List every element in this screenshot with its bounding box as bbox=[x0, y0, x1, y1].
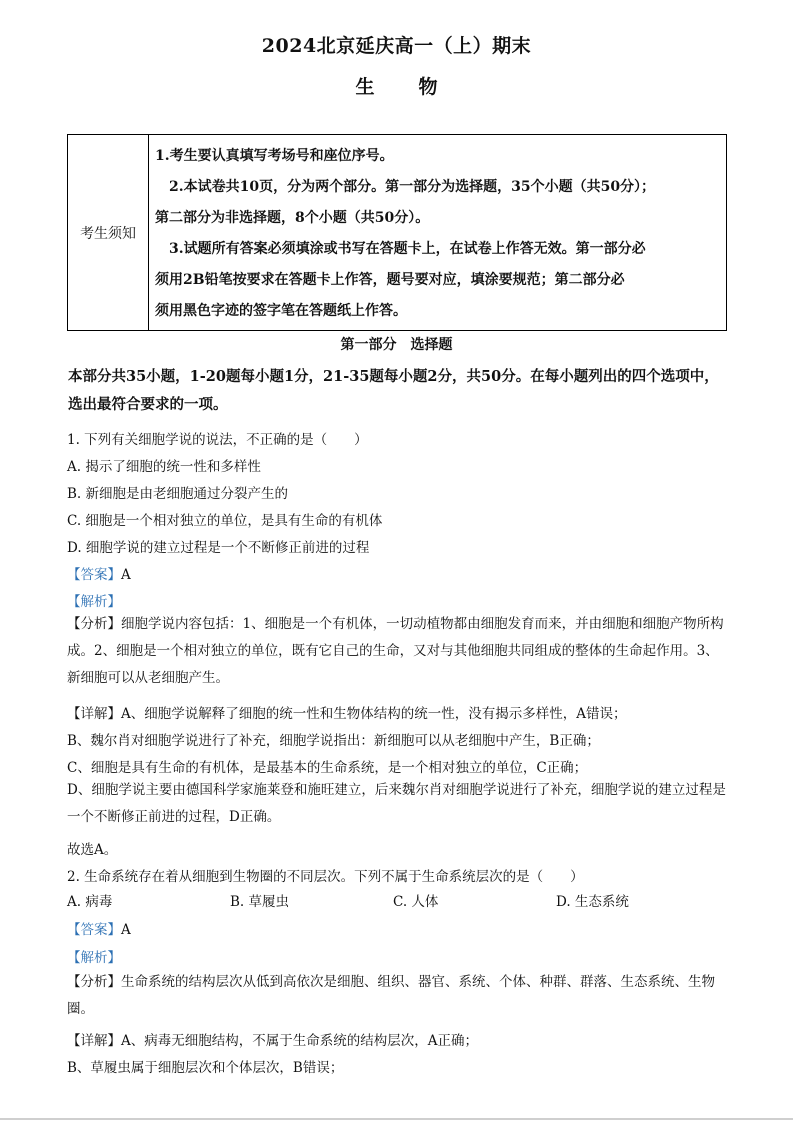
option-item: D. 细胞学说的建立过程是一个不断修正前进的过程 bbox=[67, 540, 370, 556]
notice-box bbox=[67, 134, 727, 331]
detail-text: A、病毒无细胞结构，不属于生命系统的结构层次，A正确； bbox=[121, 1033, 478, 1049]
answer-line bbox=[67, 563, 131, 583]
conclusion-line: 故选A。 bbox=[67, 842, 118, 858]
answer-value: A bbox=[121, 567, 131, 583]
notice-item: 第二部分为非选择题，8个小题（共50分）。 bbox=[155, 210, 430, 226]
detail-line bbox=[67, 1029, 478, 1049]
notice-item: 须用2B铅笔按要求在答题卡上作答，题号要对应，填涂要规范；第二部分必 bbox=[155, 272, 625, 288]
answer-line bbox=[67, 918, 131, 938]
section-intro: 本部分共35小题，1-20题每小题1分，21-35题每小题2分，共50分。在每小题列出的四个选项中，选出最符合要求的一项。 bbox=[68, 368, 719, 413]
answer-tag: 【答案】 bbox=[67, 567, 121, 583]
fenxi-text: 细胞学说内容包括：1、细胞是一个有机体，一切动植物都由细胞发育而来，并由细胞和细胞产物所构成。2、细胞是一个相对独立的单位，既有它自己的生命，又对与其他细胞共同组成的整体的生命起作用。3、新细胞可以从老细胞产生。 bbox=[67, 616, 724, 686]
detail-line: C、细胞是具有生命的有机体，是最基本的生命系统，是一个相对独立的单位，C正确； bbox=[67, 760, 588, 776]
fenxi-text: 生命系统的结构层次从低到高依次是细胞、组织、器官、系统、个体、种群、群落、生态系统、生物圈。 bbox=[67, 974, 715, 1017]
answer-tag: 【答案】 bbox=[67, 922, 121, 938]
option-row bbox=[67, 890, 727, 910]
option-item: B. 草履虫 bbox=[230, 894, 290, 910]
question-stem: 1. 下列有关细胞学说的说法，不正确的是（ ） bbox=[67, 432, 368, 448]
answer-value: A bbox=[121, 922, 131, 938]
notice-item: 2.本试卷共10页，分为两个部分。第一部分为选择题，35个小题（共50分）； bbox=[169, 179, 656, 195]
subject-char: 生 bbox=[355, 76, 375, 98]
detail-line: D、细胞学说主要由德国科学家施莱登和施旺建立，后来魏尔肖对细胞学说进行了补充，细胞学说的建立过程是一个不断修正前进的过程，D正确。 bbox=[67, 782, 726, 825]
exam-title: 2024北京延庆高一（上）期末 bbox=[261, 35, 532, 57]
subject-char: 物 bbox=[418, 76, 438, 98]
xiangjie-tag: 【详解】 bbox=[67, 1033, 121, 1049]
analysis-paragraph bbox=[67, 969, 727, 1023]
subject-title bbox=[0, 72, 793, 99]
notice-item: 3.试题所有答案必须填涂或书写在答题卡上，在试卷上作答无效。第一部分必 bbox=[169, 241, 646, 257]
detail-text: A、细胞学说解释了细胞的统一性和生物体结构的统一性，没有揭示多样性，A错误； bbox=[121, 706, 627, 722]
option-item: A. 揭示了细胞的统一性和多样性 bbox=[67, 459, 261, 475]
page-bottom-divider bbox=[0, 1118, 793, 1120]
notice-body bbox=[149, 135, 726, 330]
notice-item: 须用黑色字迹的签字笔在答题纸上作答。 bbox=[155, 303, 407, 319]
fenxi-tag: 【分析】 bbox=[67, 616, 121, 632]
notice-item: 1.考生要认真填写考场号和座位序号。 bbox=[155, 148, 394, 164]
option-item: C. 细胞是一个相对独立的单位，是具有生命的有机体 bbox=[67, 513, 383, 529]
analysis-tag: 【解析】 bbox=[67, 950, 121, 966]
option-item: C. 人体 bbox=[393, 894, 439, 910]
analysis-paragraph bbox=[67, 611, 727, 692]
detail-line: B、魏尔肖对细胞学说进行了补充，细胞学说指出：新细胞可以从老细胞中产生，B正确； bbox=[67, 733, 600, 749]
xiangjie-tag: 【详解】 bbox=[67, 706, 121, 722]
notice-label: 考生须知 bbox=[68, 135, 149, 330]
analysis-tag: 【解析】 bbox=[67, 594, 121, 610]
fenxi-tag: 【分析】 bbox=[67, 974, 121, 990]
option-item: B. 新细胞是由老细胞通过分裂产生的 bbox=[67, 486, 289, 502]
option-item: D. 生态系统 bbox=[556, 894, 629, 910]
detail-line: B、草履虫属于细胞层次和个体层次，B错误； bbox=[67, 1060, 344, 1076]
detail-line bbox=[67, 702, 627, 722]
option-item: A. 病毒 bbox=[67, 894, 113, 910]
question-stem: 2. 生命系统存在着从细胞到生物圈的不同层次。下列不属于生命系统层次的是（ ） bbox=[67, 869, 584, 885]
section-heading: 第一部分 选择题 bbox=[340, 337, 453, 353]
